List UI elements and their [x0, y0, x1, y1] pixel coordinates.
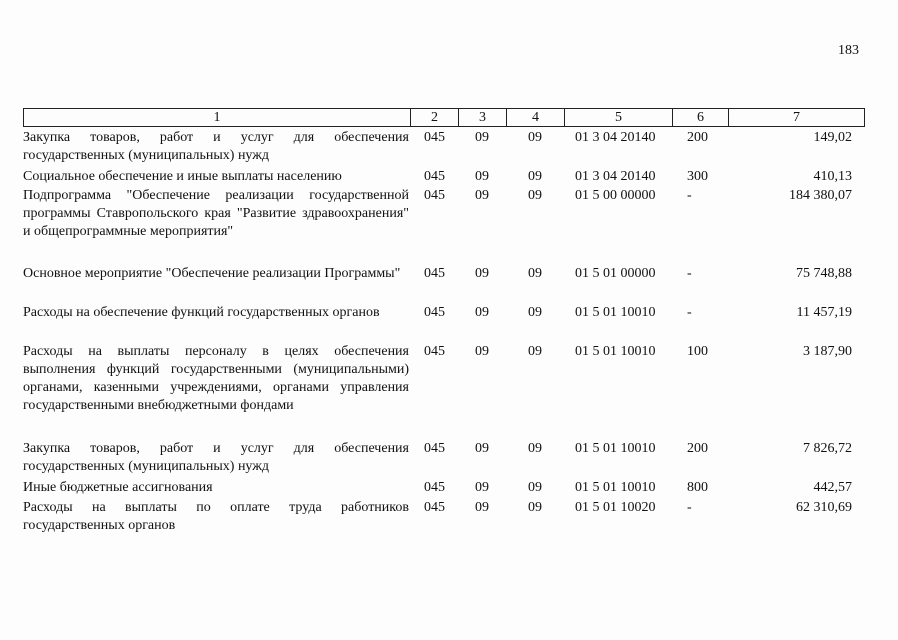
row-code-6: 200	[687, 130, 708, 145]
row-code-4: 09	[528, 169, 542, 184]
row-code-5: 01 5 01 10020	[575, 500, 656, 515]
row-code-4: 09	[528, 441, 542, 456]
row-name: Расходы на обеспечение функций государственных органов	[23, 305, 380, 320]
row-name: Расходы на выплаты по оплате труда работников государственных органов	[23, 500, 409, 533]
row-code-6: -	[687, 500, 692, 515]
row-code-6: 800	[687, 480, 708, 495]
row-amount: 184 380,07	[789, 188, 852, 203]
row-amount: 149,02	[813, 130, 852, 145]
row-code-3: 09	[475, 480, 489, 495]
row-code-3: 09	[475, 169, 489, 184]
row-code-5: 01 3 04 20140	[575, 169, 656, 184]
row-code-4: 09	[528, 480, 542, 495]
row-code-6: -	[687, 188, 692, 203]
column-header-table	[23, 108, 865, 127]
row-code-4: 09	[528, 130, 542, 145]
row-name: Иные бюджетные ассигнования	[23, 480, 213, 495]
row-code-6: 300	[687, 169, 708, 184]
row-code-4: 09	[528, 500, 542, 515]
row-amount: 7 826,72	[803, 441, 852, 456]
row-code-2: 045	[424, 188, 445, 203]
row-code-5: 01 5 00 00000	[575, 188, 656, 203]
row-code-3: 09	[475, 441, 489, 456]
row-code-5: 01 5 01 10010	[575, 344, 656, 359]
page-number: 183	[838, 43, 859, 58]
column-header-2: 2	[411, 109, 459, 127]
row-amount: 3 187,90	[803, 344, 852, 359]
table-row	[23, 265, 863, 283]
column-header-3: 3	[459, 109, 507, 127]
row-code-6: 100	[687, 344, 708, 359]
table-row	[23, 187, 863, 241]
row-amount: 410,13	[813, 169, 852, 184]
table-row	[23, 440, 863, 476]
row-code-2: 045	[424, 500, 445, 515]
row-code-3: 09	[475, 344, 489, 359]
table-row	[23, 168, 863, 186]
row-code-2: 045	[424, 266, 445, 281]
column-header-5: 5	[565, 109, 673, 127]
row-code-3: 09	[475, 305, 489, 320]
row-code-3: 09	[475, 266, 489, 281]
column-header-6: 6	[673, 109, 729, 127]
table-row	[23, 499, 863, 535]
row-code-4: 09	[528, 305, 542, 320]
table-row	[23, 479, 863, 497]
column-header-1: 1	[24, 109, 411, 127]
row-code-2: 045	[424, 344, 445, 359]
row-code-5: 01 3 04 20140	[575, 130, 656, 145]
row-code-2: 045	[424, 441, 445, 456]
table-row	[23, 304, 863, 322]
row-code-5: 01 5 01 00000	[575, 266, 656, 281]
table-row	[23, 129, 863, 165]
row-code-6: -	[687, 266, 692, 281]
row-name: Закупка товаров, работ и услуг для обеспечения государственных (муниципальных) нужд	[23, 130, 409, 163]
row-name: Основное мероприятие "Обеспечение реализации Программы"	[23, 266, 401, 281]
row-code-2: 045	[424, 169, 445, 184]
row-code-4: 09	[528, 344, 542, 359]
row-code-5: 01 5 01 10010	[575, 305, 656, 320]
row-code-3: 09	[475, 188, 489, 203]
row-code-5: 01 5 01 10010	[575, 441, 656, 456]
row-code-6: -	[687, 305, 692, 320]
row-name: Расходы на выплаты персоналу в целях обеспечения выполнения функций государственными (муниципальными) органами, казенными учреждениями, органами управления государственными внебюджетными фондами	[23, 344, 409, 413]
row-code-3: 09	[475, 500, 489, 515]
row-name: Закупка товаров, работ и услуг для обеспечения государственных (муниципальных) нужд	[23, 441, 409, 474]
row-amount: 62 310,69	[796, 500, 852, 515]
row-code-5: 01 5 01 10010	[575, 480, 656, 495]
column-header-4: 4	[507, 109, 565, 127]
table-row	[23, 343, 863, 415]
row-code-4: 09	[528, 266, 542, 281]
row-amount: 442,57	[813, 480, 852, 495]
row-code-3: 09	[475, 130, 489, 145]
row-name: Подпрограмма "Обеспечение реализации государственной программы Ставропольского края "Развитие здравоохранения" и общепрограммные мероприятия"	[23, 188, 409, 239]
row-name: Социальное обеспечение и иные выплаты населению	[23, 169, 342, 184]
row-code-2: 045	[424, 305, 445, 320]
row-code-6: 200	[687, 441, 708, 456]
row-code-2: 045	[424, 480, 445, 495]
row-amount: 11 457,19	[796, 305, 852, 320]
row-code-2: 045	[424, 130, 445, 145]
row-amount: 75 748,88	[796, 266, 852, 281]
row-code-4: 09	[528, 188, 542, 203]
column-header-7: 7	[729, 109, 865, 127]
